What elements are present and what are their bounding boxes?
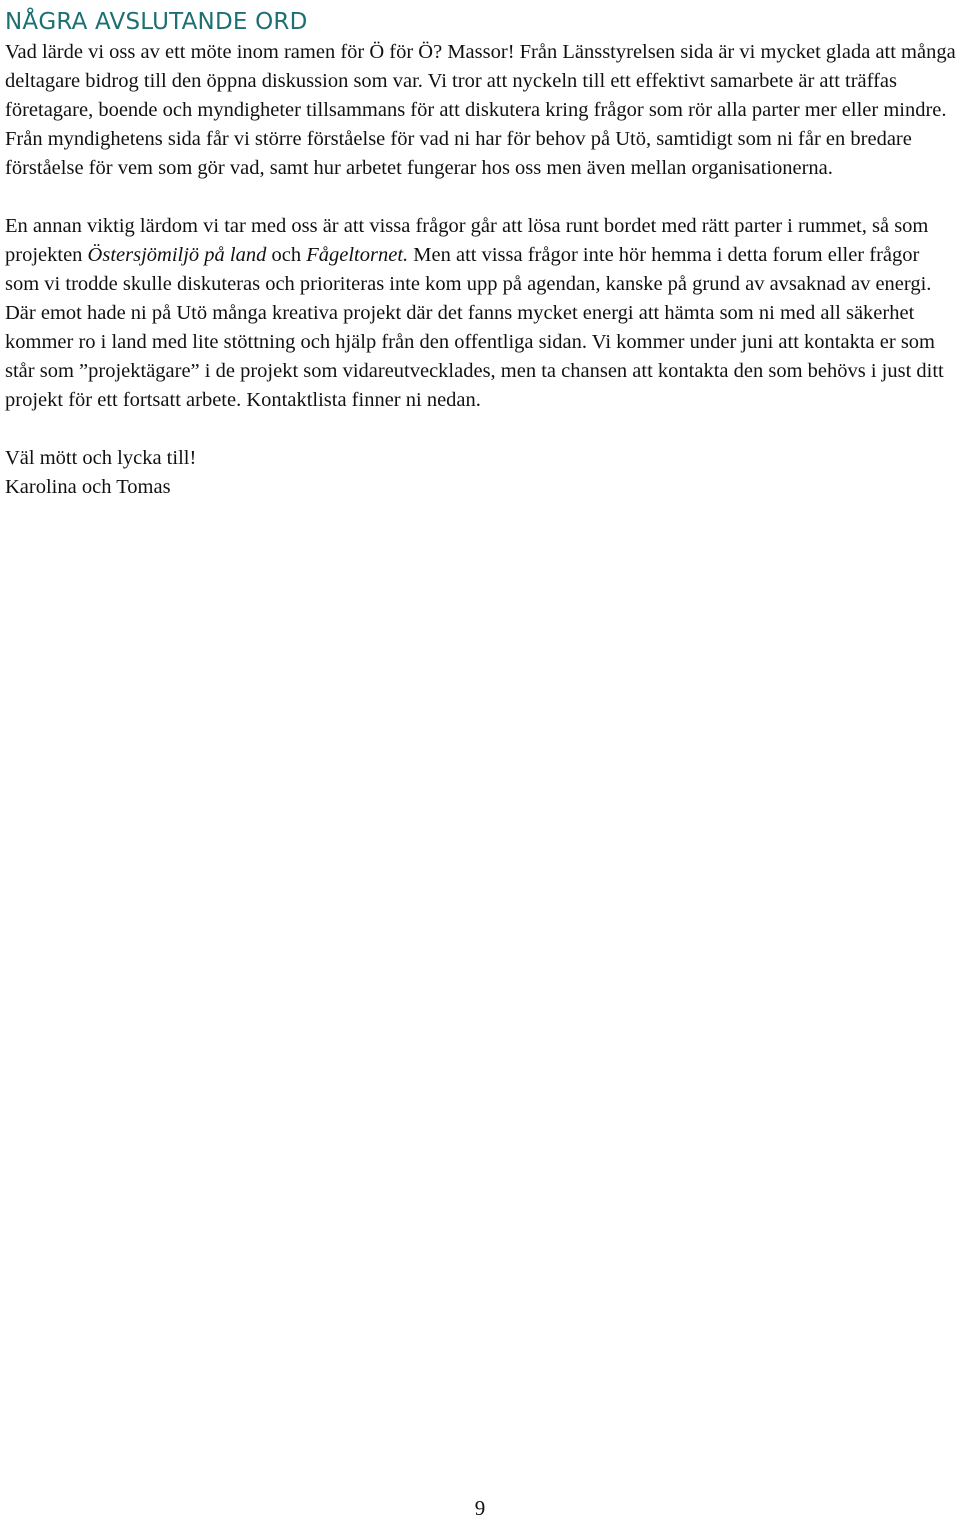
document-page — [5, 6, 957, 502]
closing-line: Väl mött och lycka till! — [5, 447, 197, 469]
signature-names: Karolina och Tomas — [5, 476, 171, 498]
paragraph-text: och — [266, 244, 307, 266]
paragraph-text: Men att vissa frågor inte hör hemma i detta forum eller frågor som vi trodde skulle diskuteras och prioriteras inte kom upp på agendan, kanske på grund av avsaknad av energi. Där emot hade ni på Utö många kreativa projekt där det fanns mycket energi att hämta som ni med all säkerhet kommer ro i land med lite stöttning och hjälp från den offentliga sidan. Vi kommer under juni att kontakta er som står som ”projektägare” i de projekt som vidareutvecklades, men ta chansen att kontakta den som behövs i just ditt projekt för ett fortsatt arbete. Kontaktlista finner ni nedan. — [5, 244, 944, 411]
paragraph-text: En annan viktig lärdom vi tar med oss är att vissa frågor går att lösa runt bordet med rätt parter i rummet, så som projekten — [5, 215, 929, 266]
page-number: 9 — [474, 1496, 486, 1520]
project-name-ostersjomiljo: Östersjömiljö på land — [87, 244, 267, 266]
project-name-fageltornet: Fågeltornet. — [306, 244, 409, 266]
paragraph-lessons-learned: Vad lärde vi oss av ett möte inom ramen för Ö för Ö? Massor! Från Länsstyrelsen sida är vi mycket glada att många deltagare bidrog till den öppna diskussion som var. Vi tror att nyckeln till ett effektivt samarbete är att träffas företagare, boende och myndigheter tillsammans för att diskutera kring frågor som rör alla parter mer eller mindre. Från myndighetens sida får vi större förståelse för vad ni har för behov på Utö, samtidigt som ni får en bredare förståelse för vem som gör vad, samt hur arbetet fungerar hos oss men även mellan organisationerna. — [5, 41, 956, 179]
section-heading: NÅGRA AVSLUTANDE ORD — [5, 9, 308, 35]
paragraph-other-lessons — [5, 212, 957, 415]
closing-greeting — [5, 444, 957, 502]
